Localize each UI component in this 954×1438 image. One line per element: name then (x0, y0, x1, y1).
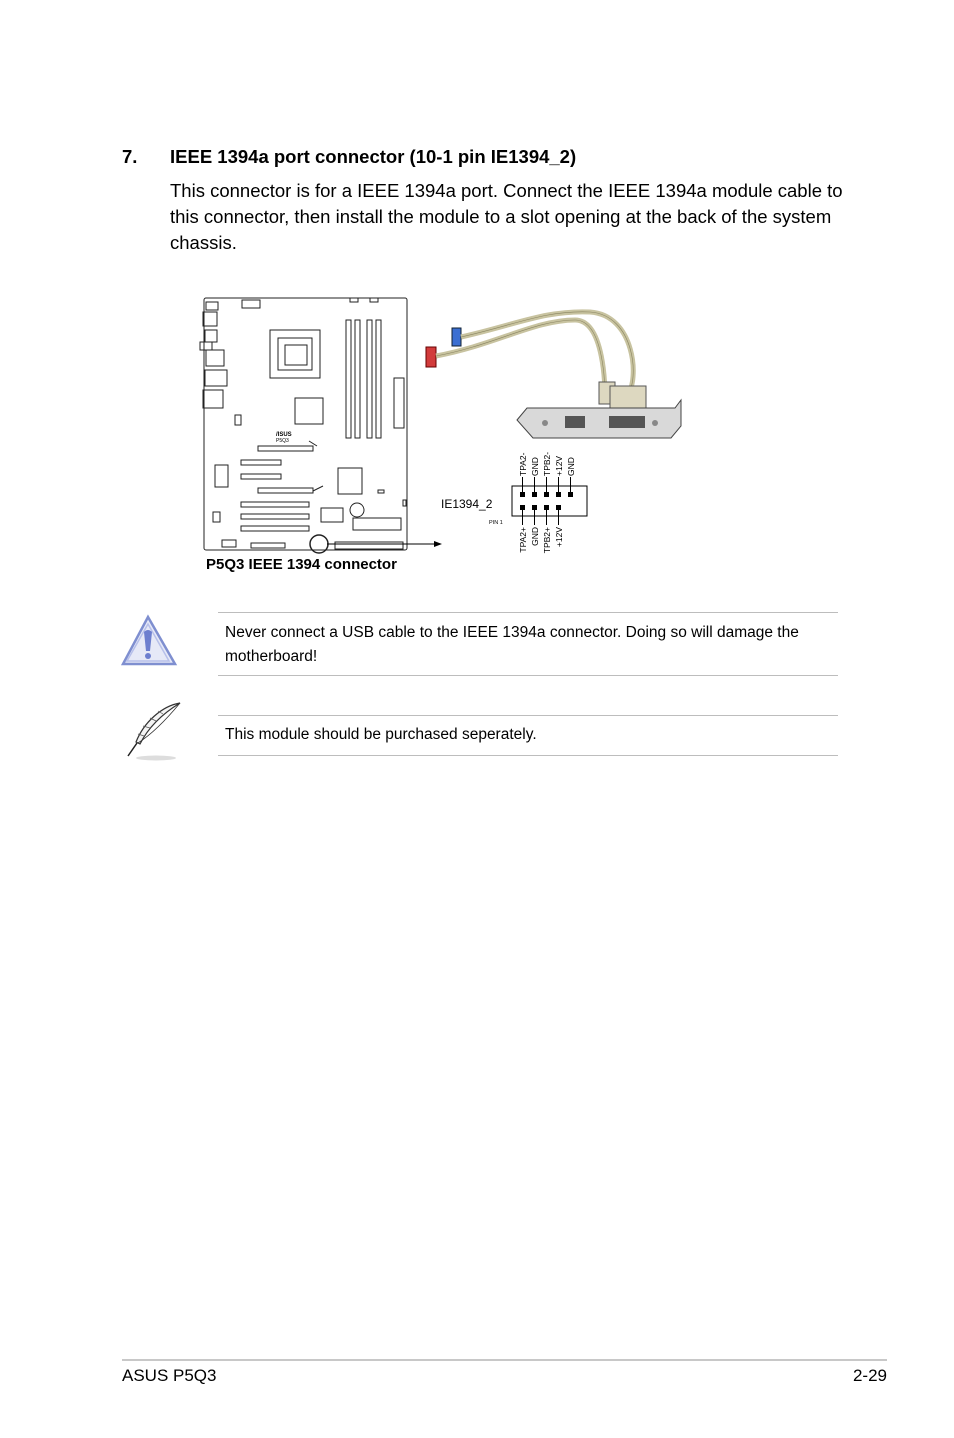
ieee1394-module-illustration (426, 312, 681, 438)
footer-divider (122, 1359, 887, 1361)
warning-text: Never connect a USB cable to the IEEE 1394a connector. Doing so will damage the motherboard! (225, 624, 799, 665)
feather-pen-icon (122, 700, 182, 762)
warning-box (218, 612, 838, 676)
pin-label-top: GND (566, 457, 576, 476)
page-number: 2-29 (852, 1366, 887, 1385)
pin-header-diagram (512, 477, 587, 525)
board-logo: /ISUS (276, 432, 292, 438)
note-box (218, 715, 838, 756)
pin-label-top: TPB2- (542, 451, 552, 476)
board-model: P5Q3 (276, 438, 289, 444)
motherboard-diagram (200, 298, 407, 553)
note-text: This module should be purchased seperately. (225, 726, 537, 743)
pin-label-top: TPA2- (518, 452, 528, 476)
section-title: IEEE 1394a port connector (10-1 pin IE1394_2) (170, 146, 577, 167)
figure-caption: P5Q3 IEEE 1394 connector (206, 556, 397, 573)
pin-label-top: +12V (554, 455, 564, 476)
section-number: 7. (122, 146, 138, 167)
pin-label-bottom: TPA2+ (518, 527, 528, 553)
pin-label-top: GND (530, 457, 540, 476)
pin-label-bottom: GND (530, 527, 540, 546)
pin1-label: PIN 1 (489, 520, 503, 526)
connector-figure (195, 290, 815, 580)
warning-triangle-icon (121, 614, 179, 668)
connector-label: IE1394_2 (441, 497, 493, 511)
section-description: This connector is for a IEEE 1394a port. Connect the IEEE 1394a module cable to this connector, then install the module to a slot opening at the back of the system chassis. (170, 180, 843, 253)
footer-product: ASUS P5Q3 (122, 1366, 217, 1385)
pin-label-bottom: +12V (554, 527, 564, 548)
pin-label-bottom: TPB2+ (542, 527, 552, 554)
